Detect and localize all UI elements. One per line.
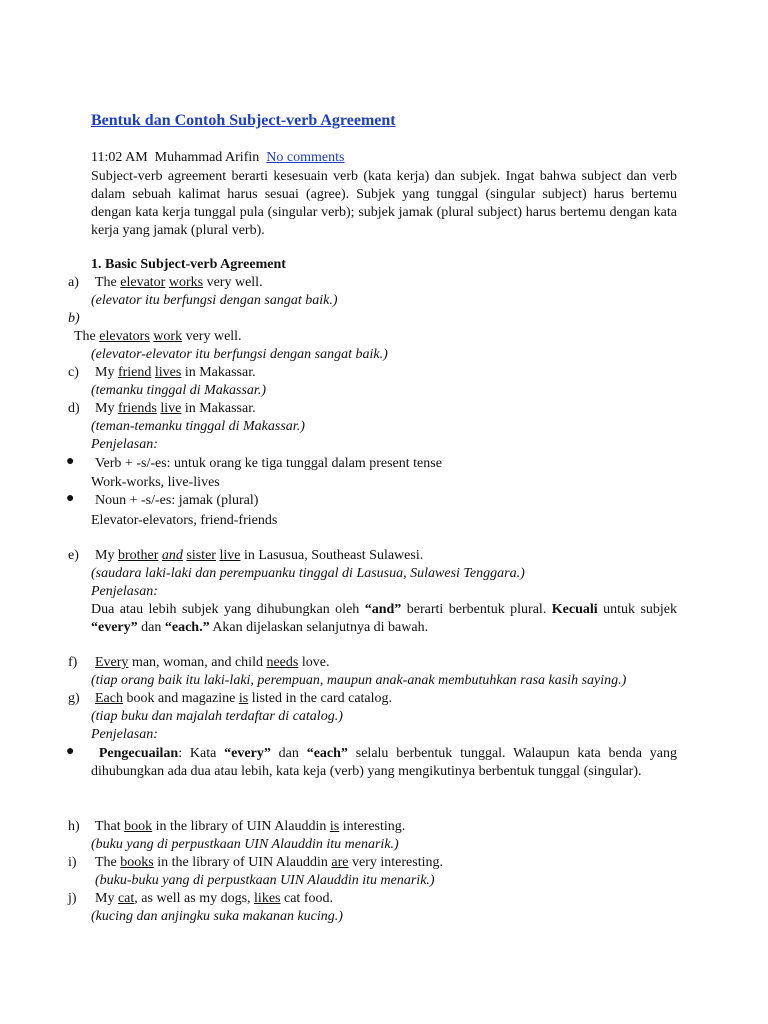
verb-word: likes — [254, 891, 281, 906]
example-label: e) — [68, 548, 79, 563]
example-label: j) — [68, 891, 77, 906]
verb-word: are — [331, 855, 349, 870]
conjunction-word: and — [161, 548, 183, 563]
subject-word: elevators — [99, 329, 150, 344]
translation-e: (saudara laki-laki dan perempuanku tinggal di Lasusua, Sulawesi Tenggara.) — [91, 566, 525, 581]
subject-word: friends — [117, 401, 157, 416]
verb-word: live — [219, 548, 241, 563]
verb-word: work — [153, 329, 183, 344]
bullet-icon: ● — [66, 454, 75, 469]
example-label: a) — [68, 275, 79, 290]
intro-paragraph: Subject-verb agreement berarti kesesuain verb (kata kerja) dan subjek. Ingat bahwa subject dan verb dalam sebuah kalimat harus sesuai (agree). Subjek yang tunggal (singular subject) harus bertemu dengan kata kerja tunggal pula (singular verb); subjek jamak (plural subject) harus bertemu dengan kata kerja yang jamak (plural verb). — [91, 169, 677, 238]
bullet-verb-rule: Verb + -s/-es: untuk orang ke tiga tunggal dalam present tense — [95, 456, 442, 471]
example-h: h) That book in the library of UIN Alauddin is interesting. — [68, 819, 406, 834]
bullet-icon: ● — [66, 491, 75, 506]
example-label: f) — [68, 655, 78, 670]
bullet-noun-rule: Noun + -s/-es: jamak (plural) — [95, 493, 259, 508]
example-b: The elevators work very well. — [74, 329, 242, 344]
translation-g: (tiap buku dan majalah terdaftar di catalog.) — [91, 709, 343, 724]
post-author: Muhammad Arifin — [154, 150, 260, 165]
explanation-label: Penjelasan: — [91, 727, 158, 742]
translation-b: (elevator-elevator itu berfungsi dengan sangat baik.) — [91, 347, 388, 362]
example-label: c) — [68, 365, 79, 380]
example-j: j) My cat, as well as my dogs, likes cat food. — [68, 891, 333, 906]
verb-word: live — [160, 401, 182, 416]
subject-word: cat — [117, 891, 135, 906]
example-i: i) The books in the library of UIN Alauddin are very interesting. — [68, 855, 443, 870]
verb-word: is — [329, 819, 340, 834]
verb-word: needs — [266, 655, 299, 670]
example-label-b: b) — [68, 311, 80, 326]
translation-f: (tiap orang baik itu laki-laki, perempuan, maupun anak-anak membutuhkan rasa kasih saying.) — [91, 673, 627, 688]
example-f: f) Every man, woman, and child needs love. — [68, 655, 330, 670]
translation-d: (teman-temanku tinggal di Makassar.) — [91, 419, 305, 434]
comments-link[interactable]: No comments — [266, 150, 345, 165]
example-a: a) The elevator works very well. — [68, 275, 263, 290]
translation-h: (buku yang di perpustkaan UIN Alauddin itu menarik.) — [91, 837, 399, 852]
explanation-label: Penjelasan: — [91, 584, 158, 599]
post-meta — [91, 150, 344, 166]
translation-a: (elevator itu berfungsi dengan sangat baik.) — [91, 293, 338, 308]
verb-word: works — [168, 275, 204, 290]
verb-word: lives — [154, 365, 182, 380]
translation-c: (temanku tinggal di Makassar.) — [91, 383, 266, 398]
subject-word: book — [124, 819, 153, 834]
post-title-link[interactable]: Bentuk dan Contoh Subject-verb Agreement — [91, 112, 396, 129]
bullet-noun-example: Elevator-elevators, friend-friends — [91, 513, 278, 528]
example-label: d) — [68, 401, 80, 416]
example-label: i) — [68, 855, 77, 870]
bullet-verb-example: Work-works, live-lives — [91, 475, 220, 490]
subject-word: elevator — [120, 275, 166, 290]
example-label: h) — [68, 819, 80, 834]
translation-j: (kucing dan anjingku suka makanan kucing.) — [91, 909, 343, 924]
explanation-and: Dua atau lebih subjek yang dihubungkan oleh “and” berarti berbentuk plural. Kecuali untuk subjek “every” dan “each.” Akan dijelaskan selanjutnya di bawah. — [91, 602, 677, 635]
example-c: c) My friend lives in Makassar. — [68, 365, 256, 380]
bullet-icon: ● — [66, 744, 75, 759]
example-label: g) — [68, 691, 80, 706]
subject-word: sister — [186, 548, 216, 563]
subject-word: friend — [117, 365, 152, 380]
example-g: g) Each book and magazine is listed in the card catalog. — [68, 691, 393, 706]
explanation-label: Penjelasan: — [91, 437, 158, 452]
example-e: e) My brother and sister live in Lasusua, Southeast Sulawesi. — [68, 548, 424, 563]
explanation-exception: Pengecuailan: Kata “every” dan “each” selalu berbentuk tunggal. Walaupun kata benda yang dihubungkan ada dua atau lebih, kata keja (verb) yang mengikutinya berbentuk tunggal (singular). — [91, 746, 678, 779]
example-d: d) My friends live in Makassar. — [68, 401, 256, 416]
subject-word: brother — [117, 548, 159, 563]
translation-i: (buku-buku yang di perpustkaan UIN Alauddin itu menarik.) — [95, 873, 435, 888]
post-time: 11:02 AM — [91, 150, 148, 165]
verb-word: is — [238, 691, 249, 706]
section-heading: 1. Basic Subject-verb Agreement — [91, 257, 286, 272]
subject-word: Every — [95, 655, 129, 670]
subject-word: books — [120, 855, 154, 870]
subject-word: Each — [95, 691, 123, 706]
